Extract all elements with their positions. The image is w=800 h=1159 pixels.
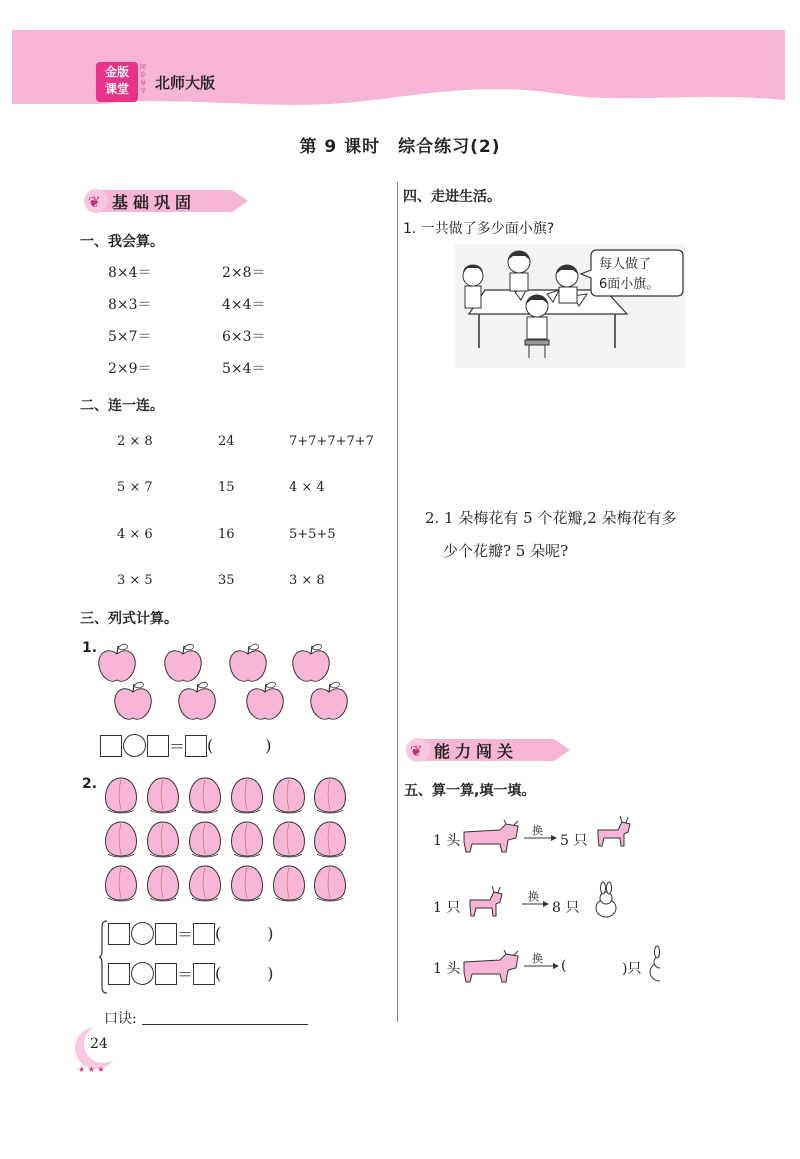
brand-logo [96, 62, 138, 102]
answer-box[interactable] [155, 923, 177, 945]
page-number: 24 [90, 1036, 108, 1052]
row3-paren-open: ( [561, 958, 567, 974]
q2-title: 二、连一连。 [80, 398, 164, 414]
calc-item: 6×3＝ [222, 329, 266, 345]
section-banner-basic [82, 188, 252, 214]
unit-paren-close: ) [267, 924, 274, 943]
row2-right: 8 只 [552, 900, 580, 916]
exchange-label: 换 [532, 824, 543, 837]
exchange-label: 换 [528, 890, 539, 903]
unit-paren-close: ) [267, 964, 274, 983]
exchange-label: 换 [532, 952, 543, 965]
match-col2-item: 35 [218, 573, 235, 588]
banner-basic-text: 基础巩固 [112, 193, 197, 212]
row3-right: )只 [622, 961, 642, 977]
row3-left: 1 头 [433, 961, 461, 977]
q4-problem-2-line-2: 少个花瓣? 5 朵呢? [443, 542, 569, 560]
calc-item: 5×7＝ [108, 329, 152, 345]
match-col3-item: 7+7+7+7+7 [289, 434, 374, 449]
kou-jue-label: 口诀: [104, 1011, 137, 1027]
match-col3-item: 3 × 8 [289, 573, 325, 588]
answer-box[interactable] [155, 963, 177, 985]
match-col1-item: 4 × 6 [117, 527, 153, 542]
operator-circle[interactable] [131, 962, 154, 985]
calc-item: 5×4＝ [222, 361, 266, 377]
column-divider [397, 182, 398, 1022]
unit-paren-close: ) [265, 736, 272, 755]
apples-illustration [95, 638, 355, 726]
logo-line-1: 金版 [104, 65, 129, 79]
match-col2-item: 15 [218, 480, 235, 495]
brace [98, 920, 108, 994]
q3-sub2-label: 2. [82, 776, 98, 792]
match-col1-item: 3 × 5 [117, 573, 153, 588]
q3-title: 三、列式计算。 [80, 611, 178, 627]
page-title: 第 9 课时 综合练习(2) [299, 137, 501, 157]
svg-text:❦: ❦ [410, 742, 423, 760]
answer-box[interactable] [193, 963, 215, 985]
unit-paren-open: ( [215, 924, 222, 943]
banner-challenge-text: 能力闯关 [434, 742, 519, 761]
logo-subtitle: 同步导学 [140, 64, 147, 95]
operator-circle[interactable] [131, 922, 154, 945]
match-col3-item: 5+5+5 [289, 527, 336, 542]
svg-text:❦: ❦ [88, 193, 101, 211]
equals-sign: ＝ [169, 737, 186, 756]
answer-box[interactable] [193, 923, 215, 945]
equation-row-1 [100, 734, 272, 757]
logo-line-2: 课堂 [104, 82, 129, 96]
answer-box[interactable] [108, 963, 130, 985]
answer-box[interactable] [185, 735, 207, 757]
equation-row-2a [108, 922, 274, 945]
row1-left: 1 头 [433, 833, 461, 849]
q4-problem-1: 1. 一共做了多少面小旗? [403, 221, 555, 237]
svg-text:★ ★ ★: ★ ★ ★ [78, 1065, 105, 1074]
q4-problem-2-line-1: 2. 1 朵梅花有 5 个花瓣,2 朵梅花有多 [425, 509, 677, 527]
speech-line-1: 每人做了 [599, 257, 652, 272]
match-col1-item: 2 × 8 [117, 434, 153, 449]
calc-item: 2×8＝ [222, 265, 266, 281]
q5-title: 五、算一算,填一填。 [404, 783, 536, 799]
answer-box[interactable] [147, 735, 169, 757]
match-col3-item: 4 × 4 [289, 480, 325, 495]
calc-item: 2×9＝ [108, 361, 152, 377]
calc-item: 8×4＝ [108, 265, 152, 281]
equals-sign: ＝ [177, 925, 194, 944]
edition-label: 北师大版 [155, 74, 216, 92]
equals-sign: ＝ [177, 965, 194, 984]
row1-right: 5 只 [560, 833, 588, 849]
peaches-illustration [100, 776, 350, 906]
section-banner-challenge [404, 737, 574, 763]
match-col2-item: 16 [218, 527, 235, 542]
q3-sub1-label: 1. [82, 640, 98, 656]
kou-jue-answer-line[interactable] [142, 1024, 308, 1025]
unit-paren-open: ( [215, 964, 222, 983]
calc-item: 8×3＝ [108, 297, 152, 313]
speech-bubble-text [599, 255, 659, 295]
calc-item: 4×4＝ [222, 297, 266, 313]
answer-box[interactable] [108, 923, 130, 945]
q1-title: 一、我会算。 [80, 234, 164, 250]
operator-circle[interactable] [123, 734, 146, 757]
row3-answer-blank[interactable] [570, 958, 620, 976]
q4-title: 四、走进生活。 [403, 189, 501, 205]
match-col1-item: 5 × 7 [117, 480, 153, 495]
unit-paren-open: ( [207, 736, 214, 755]
row2-left: 1 只 [433, 900, 461, 916]
match-col2-item: 24 [218, 434, 235, 449]
speech-line-2: 6面小旗。 [599, 277, 660, 292]
answer-box[interactable] [100, 735, 122, 757]
equation-row-2b [108, 962, 274, 985]
